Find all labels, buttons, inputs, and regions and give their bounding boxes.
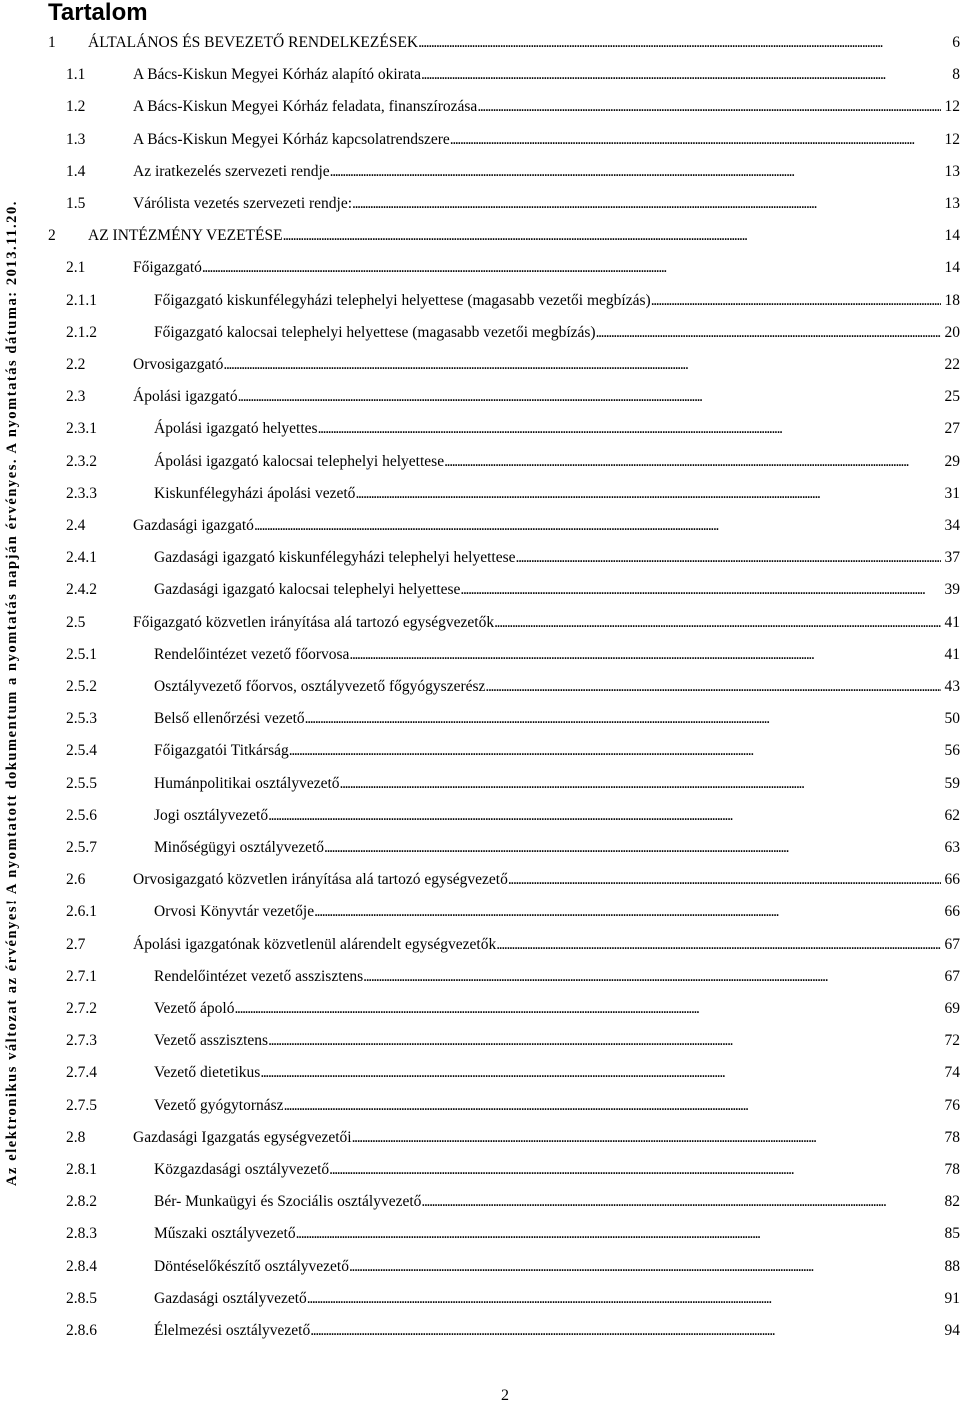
toc-entry[interactable] xyxy=(66,739,960,763)
toc-entry[interactable] xyxy=(66,160,960,184)
toc-entry-number: 2.3 xyxy=(66,388,86,406)
toc-entry-page: 78 xyxy=(944,1161,960,1178)
toc-entry-title: Főigazgatói Titkárság xyxy=(154,742,289,760)
toc-entry-number: 2.5.6 xyxy=(66,806,97,824)
toc-entry[interactable] xyxy=(66,804,960,828)
toc-entry-page: 91 xyxy=(944,1289,960,1307)
toc-entry-title: Humánpolitikai osztályvezető xyxy=(154,774,340,792)
dot-leader xyxy=(268,1029,940,1053)
toc-entry-title: Ápolási igazgató xyxy=(133,388,238,406)
toc-entry-page: 85 xyxy=(944,1225,960,1243)
toc-entry-page: 94 xyxy=(944,1322,960,1339)
toc-entry-page: 6 xyxy=(952,34,960,51)
toc-entry-title: Gazdasági osztályvezető xyxy=(154,1289,307,1307)
toc-entry-page: 76 xyxy=(944,1096,960,1114)
toc-entry-title: Bér- Munkaügyi és Szociális osztályvezető xyxy=(154,1193,422,1211)
toc-entry[interactable] xyxy=(66,321,960,345)
toc-entry-page: 22 xyxy=(944,356,960,373)
toc-entry[interactable] xyxy=(66,128,960,152)
page-number: 2 xyxy=(501,1387,509,1404)
toc-entry-number: 1.1 xyxy=(66,66,86,84)
toc-entry-title: Ápolási igazgatónak közvetlenül alárendelt egységvezetők xyxy=(133,935,497,953)
toc-entry-title: Ápolási igazgató kalocsai telephelyi helyettese xyxy=(154,452,445,470)
dot-leader xyxy=(284,1094,941,1118)
toc-entry-number: 2.7.4 xyxy=(66,1064,97,1082)
toc-entry[interactable] xyxy=(66,1126,960,1150)
toc-entry-number: 2.5.2 xyxy=(66,678,97,695)
toc-entry-title: Főigazgató xyxy=(133,259,202,277)
toc-entry-title: Várólista vezetés szervezeti rendje: xyxy=(133,195,353,212)
toc-entry-number: 2.8 xyxy=(66,1128,86,1146)
toc-entry-page: 66 xyxy=(944,903,960,921)
toc-entry-number: 2.7.1 xyxy=(66,967,97,985)
toc-entry[interactable] xyxy=(66,900,960,924)
toc-entry-page: 67 xyxy=(944,967,960,985)
toc-entry-number: 2.5.5 xyxy=(66,774,97,792)
toc-entry-page: 50 xyxy=(944,710,960,728)
toc-entry-number: 2.5.1 xyxy=(66,645,97,663)
toc-entry-title: Vezető ápoló xyxy=(154,1000,235,1017)
toc-entry-number: 2.3.2 xyxy=(66,452,97,470)
toc-entry-number: 2.7.5 xyxy=(66,1096,97,1114)
toc-entry[interactable] xyxy=(66,836,960,860)
toc-entry-page: 13 xyxy=(944,195,960,212)
toc-entry[interactable] xyxy=(66,1158,960,1182)
toc-entry[interactable] xyxy=(66,95,960,119)
toc-entry[interactable] xyxy=(66,1255,960,1279)
dot-leader xyxy=(314,900,940,924)
dot-leader xyxy=(329,1158,940,1182)
toc-entry-number: 2.3.3 xyxy=(66,484,97,502)
dot-leader xyxy=(508,868,941,892)
toc-entry[interactable] xyxy=(66,1319,960,1343)
toc-entry[interactable] xyxy=(66,546,960,570)
toc-entry[interactable] xyxy=(66,611,960,635)
toc-entry-page: 41 xyxy=(944,613,960,631)
toc-entry-title: Belső ellenőrzési vezető xyxy=(154,710,305,728)
toc-entry-title: Gazdasági igazgató xyxy=(133,517,254,534)
toc-entry-page: 18 xyxy=(944,291,960,309)
dot-leader xyxy=(310,1319,940,1343)
toc-entry-number: 2.8.2 xyxy=(66,1193,97,1211)
toc-entry-number: 1.4 xyxy=(66,162,86,180)
toc-entry[interactable] xyxy=(48,224,960,248)
toc-entry-number: 2.4 xyxy=(66,517,86,534)
dot-leader xyxy=(238,385,941,409)
toc-entry-number: 2.6.1 xyxy=(66,903,97,921)
toc-entry-title: Döntéselőkészítő osztályvezető xyxy=(154,1257,349,1275)
toc-entry-page: 31 xyxy=(944,484,960,502)
dot-leader xyxy=(349,643,940,667)
toc-entry-number: 2.7.3 xyxy=(66,1032,97,1050)
toc-entry-title: Orvosi Könyvtár vezetője xyxy=(154,903,315,921)
toc-entry-page: 39 xyxy=(944,581,960,599)
toc-entry-number: 1.2 xyxy=(66,98,86,116)
dot-leader xyxy=(450,128,941,152)
toc-entry-title: Gazdasági Igazgatás egységvezetői xyxy=(133,1128,352,1146)
toc-entry-page: 12 xyxy=(944,130,960,148)
dot-leader xyxy=(421,1190,940,1214)
dot-leader xyxy=(268,804,940,828)
toc-entry-page: 74 xyxy=(944,1064,960,1082)
dot-leader xyxy=(596,321,941,345)
dot-leader xyxy=(494,611,940,635)
dot-leader xyxy=(254,514,941,538)
toc-entry-number: 2.5.7 xyxy=(66,839,97,856)
toc-entry-number: 2.5 xyxy=(66,613,86,631)
toc-entry-page: 43 xyxy=(944,678,960,695)
toc-entry-number: 1.5 xyxy=(66,195,86,212)
toc-entry-title: Rendelőintézet vezető asszisztens xyxy=(154,967,364,985)
toc-entry-title: Rendelőintézet vezető főorvosa xyxy=(154,645,350,663)
dot-leader xyxy=(355,482,940,506)
dot-leader xyxy=(296,1222,941,1246)
toc-entry[interactable] xyxy=(66,289,960,313)
dot-leader xyxy=(352,1126,941,1150)
toc-entry[interactable] xyxy=(66,707,960,731)
toc-entry-page: 78 xyxy=(944,1128,960,1146)
toc-entry-page: 27 xyxy=(944,420,960,438)
toc-entry-title: Minőségügyi osztályvezető xyxy=(154,839,325,856)
toc-entry[interactable] xyxy=(66,1190,960,1214)
dot-leader xyxy=(289,739,941,763)
dot-leader xyxy=(496,933,940,957)
toc-entry[interactable] xyxy=(66,772,960,796)
page-title: Tartalom xyxy=(48,0,148,26)
toc-entry-page: 69 xyxy=(944,1000,960,1017)
toc-entry-title: Vezető asszisztens xyxy=(154,1032,269,1050)
toc-entry-page: 8 xyxy=(952,66,960,84)
dot-leader xyxy=(477,95,940,119)
toc-entry[interactable] xyxy=(66,482,960,506)
dot-leader xyxy=(307,1287,941,1311)
toc-entry-number: 2.5.3 xyxy=(66,710,97,728)
dot-leader xyxy=(223,353,940,377)
toc-entry-title: AZ INTÉZMÉNY VEZETÉSE xyxy=(88,227,283,245)
toc-entry-page: 56 xyxy=(944,742,960,760)
toc-entry-title: Élelmezési osztályvezető xyxy=(154,1322,311,1339)
toc-entry-title: Gazdasági igazgató kalocsai telephelyi helyettese xyxy=(154,581,461,599)
toc-entry[interactable] xyxy=(66,385,960,409)
toc-entry-title: Orvosigazgató közvetlen irányítása alá tartozó egységvezető xyxy=(133,871,508,889)
toc-entry[interactable] xyxy=(66,192,960,216)
toc-entry-title: ÁLTALÁNOS ÉS BEVEZETŐ RENDELKEZÉSEK xyxy=(88,34,419,51)
toc-entry-title: Főigazgató kalocsai telephelyi helyettese (magasabb vezetői megbízás) xyxy=(154,323,596,341)
toc-entry-number: 2.1 xyxy=(66,259,86,277)
dot-leader xyxy=(318,417,941,441)
toc-entry-title: Az iratkezelés szervezeti rendje xyxy=(133,162,330,180)
toc-entry-title: Kiskunfélegyházi ápolási vezető xyxy=(154,484,356,502)
side-watermark xyxy=(0,0,26,1406)
toc-entry-page: 25 xyxy=(944,388,960,406)
toc-entry[interactable] xyxy=(48,31,960,55)
dot-leader xyxy=(352,192,940,216)
toc-entry[interactable] xyxy=(66,63,960,87)
toc-entry-page: 59 xyxy=(944,774,960,792)
toc-entry-title: A Bács-Kiskun Megyei Kórház kapcsolatrendszere xyxy=(133,130,450,148)
dot-leader xyxy=(363,965,940,989)
toc-entry[interactable] xyxy=(66,450,960,474)
dot-leader xyxy=(460,578,940,602)
toc-entry[interactable] xyxy=(66,1287,960,1311)
dot-leader xyxy=(516,546,941,570)
toc-entry[interactable] xyxy=(66,1029,960,1053)
toc-entry[interactable] xyxy=(66,256,960,280)
toc-entry[interactable] xyxy=(66,1094,960,1118)
toc-entry[interactable] xyxy=(66,965,960,989)
toc-entry-title: Osztályvezető főorvos, osztályvezető főgyógyszerész xyxy=(154,678,486,695)
dot-leader xyxy=(330,160,941,184)
toc-entry[interactable] xyxy=(66,997,960,1021)
toc-entry-page: 72 xyxy=(944,1032,960,1050)
toc-entry-number: 2.8.1 xyxy=(66,1161,97,1178)
toc-entry-number: 2.7.2 xyxy=(66,1000,97,1017)
toc-entry[interactable] xyxy=(66,1222,960,1246)
toc-entry-number: 2.1.2 xyxy=(66,323,97,341)
toc-entry-title: Gazdasági igazgató kiskunfélegyházi telephelyi helyettese xyxy=(154,549,516,567)
toc-entry-number: 2.8.4 xyxy=(66,1257,97,1275)
toc-entry-title: Vezető gyógytornász xyxy=(154,1096,284,1114)
dot-leader xyxy=(349,1255,941,1279)
toc-entry[interactable] xyxy=(66,514,960,538)
toc-entry-page: 67 xyxy=(944,935,960,953)
toc-entry[interactable] xyxy=(66,417,960,441)
toc-entry-number: 2.8.5 xyxy=(66,1289,97,1307)
toc-entry-page: 63 xyxy=(944,839,960,856)
toc-entry-title: A Bács-Kiskun Megyei Kórház feladata, finanszírozása xyxy=(133,98,478,116)
toc-entry-page: 13 xyxy=(944,162,960,180)
toc-entry-number: 2.4.2 xyxy=(66,581,97,599)
toc-entry[interactable] xyxy=(66,675,960,699)
toc-entry-page: 14 xyxy=(944,227,960,245)
toc-entry-title: Közgazdasági osztályvezető xyxy=(154,1161,330,1178)
toc-entry-page: 20 xyxy=(944,323,960,341)
toc-entry-title: A Bács-Kiskun Megyei Kórház alapító okirata xyxy=(133,66,421,84)
toc-entry-number: 2.1.1 xyxy=(66,291,97,309)
dot-leader xyxy=(444,450,940,474)
dot-leader xyxy=(340,772,941,796)
toc-entry[interactable] xyxy=(66,868,960,892)
dot-leader xyxy=(234,997,940,1021)
toc-entry-title: Orvosigazgató xyxy=(133,356,224,373)
toc-entry[interactable] xyxy=(66,353,960,377)
toc-entry-number: 2.8.3 xyxy=(66,1225,97,1243)
toc-entry-page: 62 xyxy=(944,806,960,824)
toc-entry-title: Vezető dietetikus xyxy=(154,1064,261,1082)
toc-entry-number: 2.5.4 xyxy=(66,742,97,760)
toc-entry-page: 41 xyxy=(944,645,960,663)
toc-entry-number: 2.4.1 xyxy=(66,549,97,567)
toc-entry-number: 1.3 xyxy=(66,130,86,148)
toc-entry-page: 29 xyxy=(944,452,960,470)
toc-entry-number: 2.6 xyxy=(66,871,86,889)
dot-leader xyxy=(418,31,948,55)
toc-entry-number: 1 xyxy=(48,34,56,51)
dot-leader xyxy=(305,707,941,731)
validity-notice: Az elektronikus változat az érvényes! A nyomtatott dokumentum a nyomtatás napján érvényes. A nyomtatás dátuma: 2013.11.20. xyxy=(4,200,20,1186)
dot-leader xyxy=(485,675,940,699)
toc-entry-number: 2.8.6 xyxy=(66,1322,97,1339)
toc-entry[interactable] xyxy=(66,933,960,957)
toc-entry-page: 12 xyxy=(944,98,960,116)
dot-leader xyxy=(260,1061,940,1085)
toc-entry-title: Főigazgató kiskunfélegyházi telephelyi helyettese (magasabb vezetői megbízás) xyxy=(154,291,651,309)
dot-leader xyxy=(651,289,941,313)
dot-leader xyxy=(283,224,941,248)
toc-entry[interactable] xyxy=(66,578,960,602)
toc-entry-number: 2.2 xyxy=(66,356,86,373)
toc-entry[interactable] xyxy=(66,643,960,667)
dot-leader xyxy=(324,836,940,860)
toc-entry-title: Jogi osztályvezető xyxy=(154,806,269,824)
toc-entry-page: 82 xyxy=(944,1193,960,1211)
toc-entry-page: 66 xyxy=(944,871,960,889)
toc-entry[interactable] xyxy=(66,1061,960,1085)
toc-entry-number: 2 xyxy=(48,227,56,245)
toc-entry-title: Műszaki osztályvezető xyxy=(154,1225,296,1243)
dot-leader xyxy=(421,63,948,87)
dot-leader xyxy=(202,256,941,280)
toc-entry-page: 37 xyxy=(944,549,960,567)
toc-entry-page: 14 xyxy=(944,259,960,277)
toc-entry-page: 34 xyxy=(944,517,960,534)
toc-entry-number: 2.3.1 xyxy=(66,420,97,438)
toc-entry-title: Ápolási igazgató helyettes xyxy=(154,420,318,438)
toc-entry-page: 88 xyxy=(944,1257,960,1275)
toc-entry-title: Főigazgató közvetlen irányítása alá tartozó egységvezetők xyxy=(133,613,495,631)
toc-entry-number: 2.7 xyxy=(66,935,86,953)
